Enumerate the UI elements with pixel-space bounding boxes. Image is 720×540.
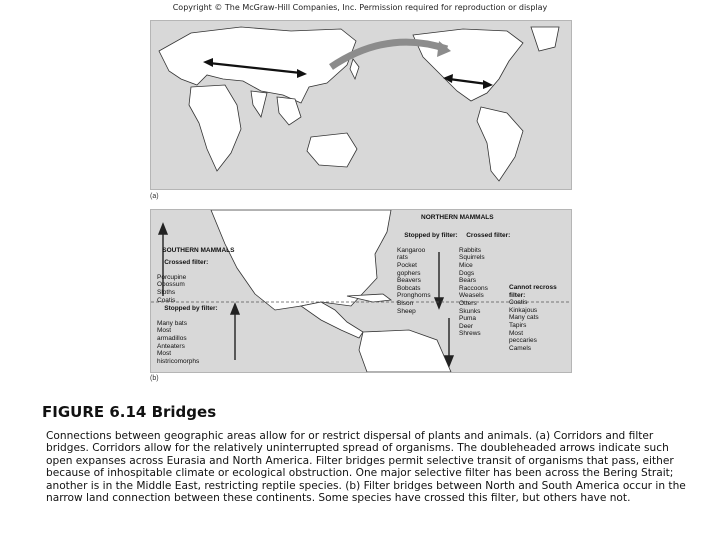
species-item: Kangaroo [397, 246, 426, 254]
species-item: Pronghorns [397, 292, 431, 300]
landmass-japan [350, 59, 359, 79]
species-item: Porcupine [157, 273, 187, 281]
species-item: Coatis [509, 299, 528, 307]
species-item: Sheep [397, 307, 416, 315]
southern-stopped-list: Stopped by filter: Many bats Most armadillos Anteaters Most histricomorphs [157, 304, 218, 365]
species-item: gophers [397, 269, 421, 277]
species-item: Tapirs [509, 321, 527, 329]
southern-crossed-list: Crossed filter: Porcupine Opossum Sloths Coatis [157, 258, 209, 304]
species-item: peccaries [509, 337, 537, 345]
landmass-india [251, 91, 267, 117]
species-item: Most [157, 327, 172, 335]
species-item: Weasels [459, 292, 484, 300]
species-item: Beavers [397, 277, 421, 285]
species-item: Rabbits [459, 246, 482, 254]
species-item: Bears [459, 277, 476, 285]
species-item: Bison [397, 299, 414, 307]
species-item: Squirrels [459, 254, 485, 262]
world-map [151, 21, 571, 189]
landmass-greenland [531, 27, 559, 51]
species-item: Deer [459, 322, 474, 330]
copyright-notice: Copyright © The McGraw-Hill Companies, Inc. Permission required for reproduction or display [172, 3, 548, 12]
southern-mammals-title: SOUTHERN MAMMALS [162, 246, 235, 254]
species-item: Puma [459, 315, 476, 323]
panel-b-label: (b) [150, 375, 159, 382]
landmass-australia [307, 133, 357, 167]
species-item: Otters [459, 299, 477, 307]
landmass-north-america [413, 29, 523, 101]
species-item: Most [157, 350, 172, 358]
species-item: Many bats [157, 319, 187, 327]
northern-stopped-list: Stopped by filter: Kangaroo rats Pocket gophers Beavers Bobcats Pronghorns Bison Sheep [397, 231, 458, 315]
figure-caption: Connections between geographic areas allow for or restrict dispersal of plants and animals. (a) Corridors and filter bridges. Corridors allow for the relatively uninterrupted spread of organisms. The doubleheaded arrows indicate such open expanses across Eurasia and North America. Filter bridges permit selective transit of organisms that pass, either because of inhospitable climate or ecological obstruction. One major selective filter has been across the Bering Strait; another is in the Middle East, restricting reptile species. (b) Filter bridges between North and South America occur in the narrow land connection between these continents. Some species have crossed this filter, but others have not. [46, 430, 686, 505]
americas-map-panel [150, 209, 572, 373]
species-item: Pocket [397, 261, 417, 269]
species-item: Coatis [157, 296, 176, 304]
figure-title: FIGURE 6.14 Bridges [42, 403, 217, 421]
landmass-africa [189, 85, 241, 171]
species-item: Camels [509, 344, 532, 352]
species-item: Many cats [509, 314, 539, 322]
panel-a-label: (a) [150, 193, 159, 200]
species-item: Shrews [459, 330, 481, 338]
landmass-south-america [359, 330, 451, 372]
species-item: Sloths [157, 288, 176, 296]
cannot-recross-list: Cannot recross filter: Coatis Kinkajous Many cats Tapirs Most peccaries Camels [509, 284, 569, 352]
species-item: Skunks [459, 307, 481, 315]
northern-mammals-title: NORTHERN MAMMALS [421, 214, 494, 221]
species-item: rats [397, 254, 408, 262]
species-item: Most [509, 329, 524, 337]
landmass-central-america [301, 302, 363, 338]
species-item: Raccoons [459, 284, 488, 292]
species-item: Mice [459, 261, 473, 269]
world-map-panel [150, 20, 572, 190]
species-item: armadillos [157, 334, 187, 342]
landmass-south-america [477, 107, 523, 181]
species-item: histricomorphs [157, 357, 200, 365]
species-item: Anteaters [157, 342, 185, 350]
species-item: Bobcats [397, 284, 421, 292]
species-item: Dogs [459, 269, 475, 277]
species-item: Opossum [157, 281, 185, 289]
species-item: Kinkajous [509, 306, 538, 314]
northern-crossed-list: Crossed filter: Rabbits Squirrels Mice Dogs Bears Raccoons Weasels Otters Skunks Puma Deer Shrews [459, 231, 511, 338]
